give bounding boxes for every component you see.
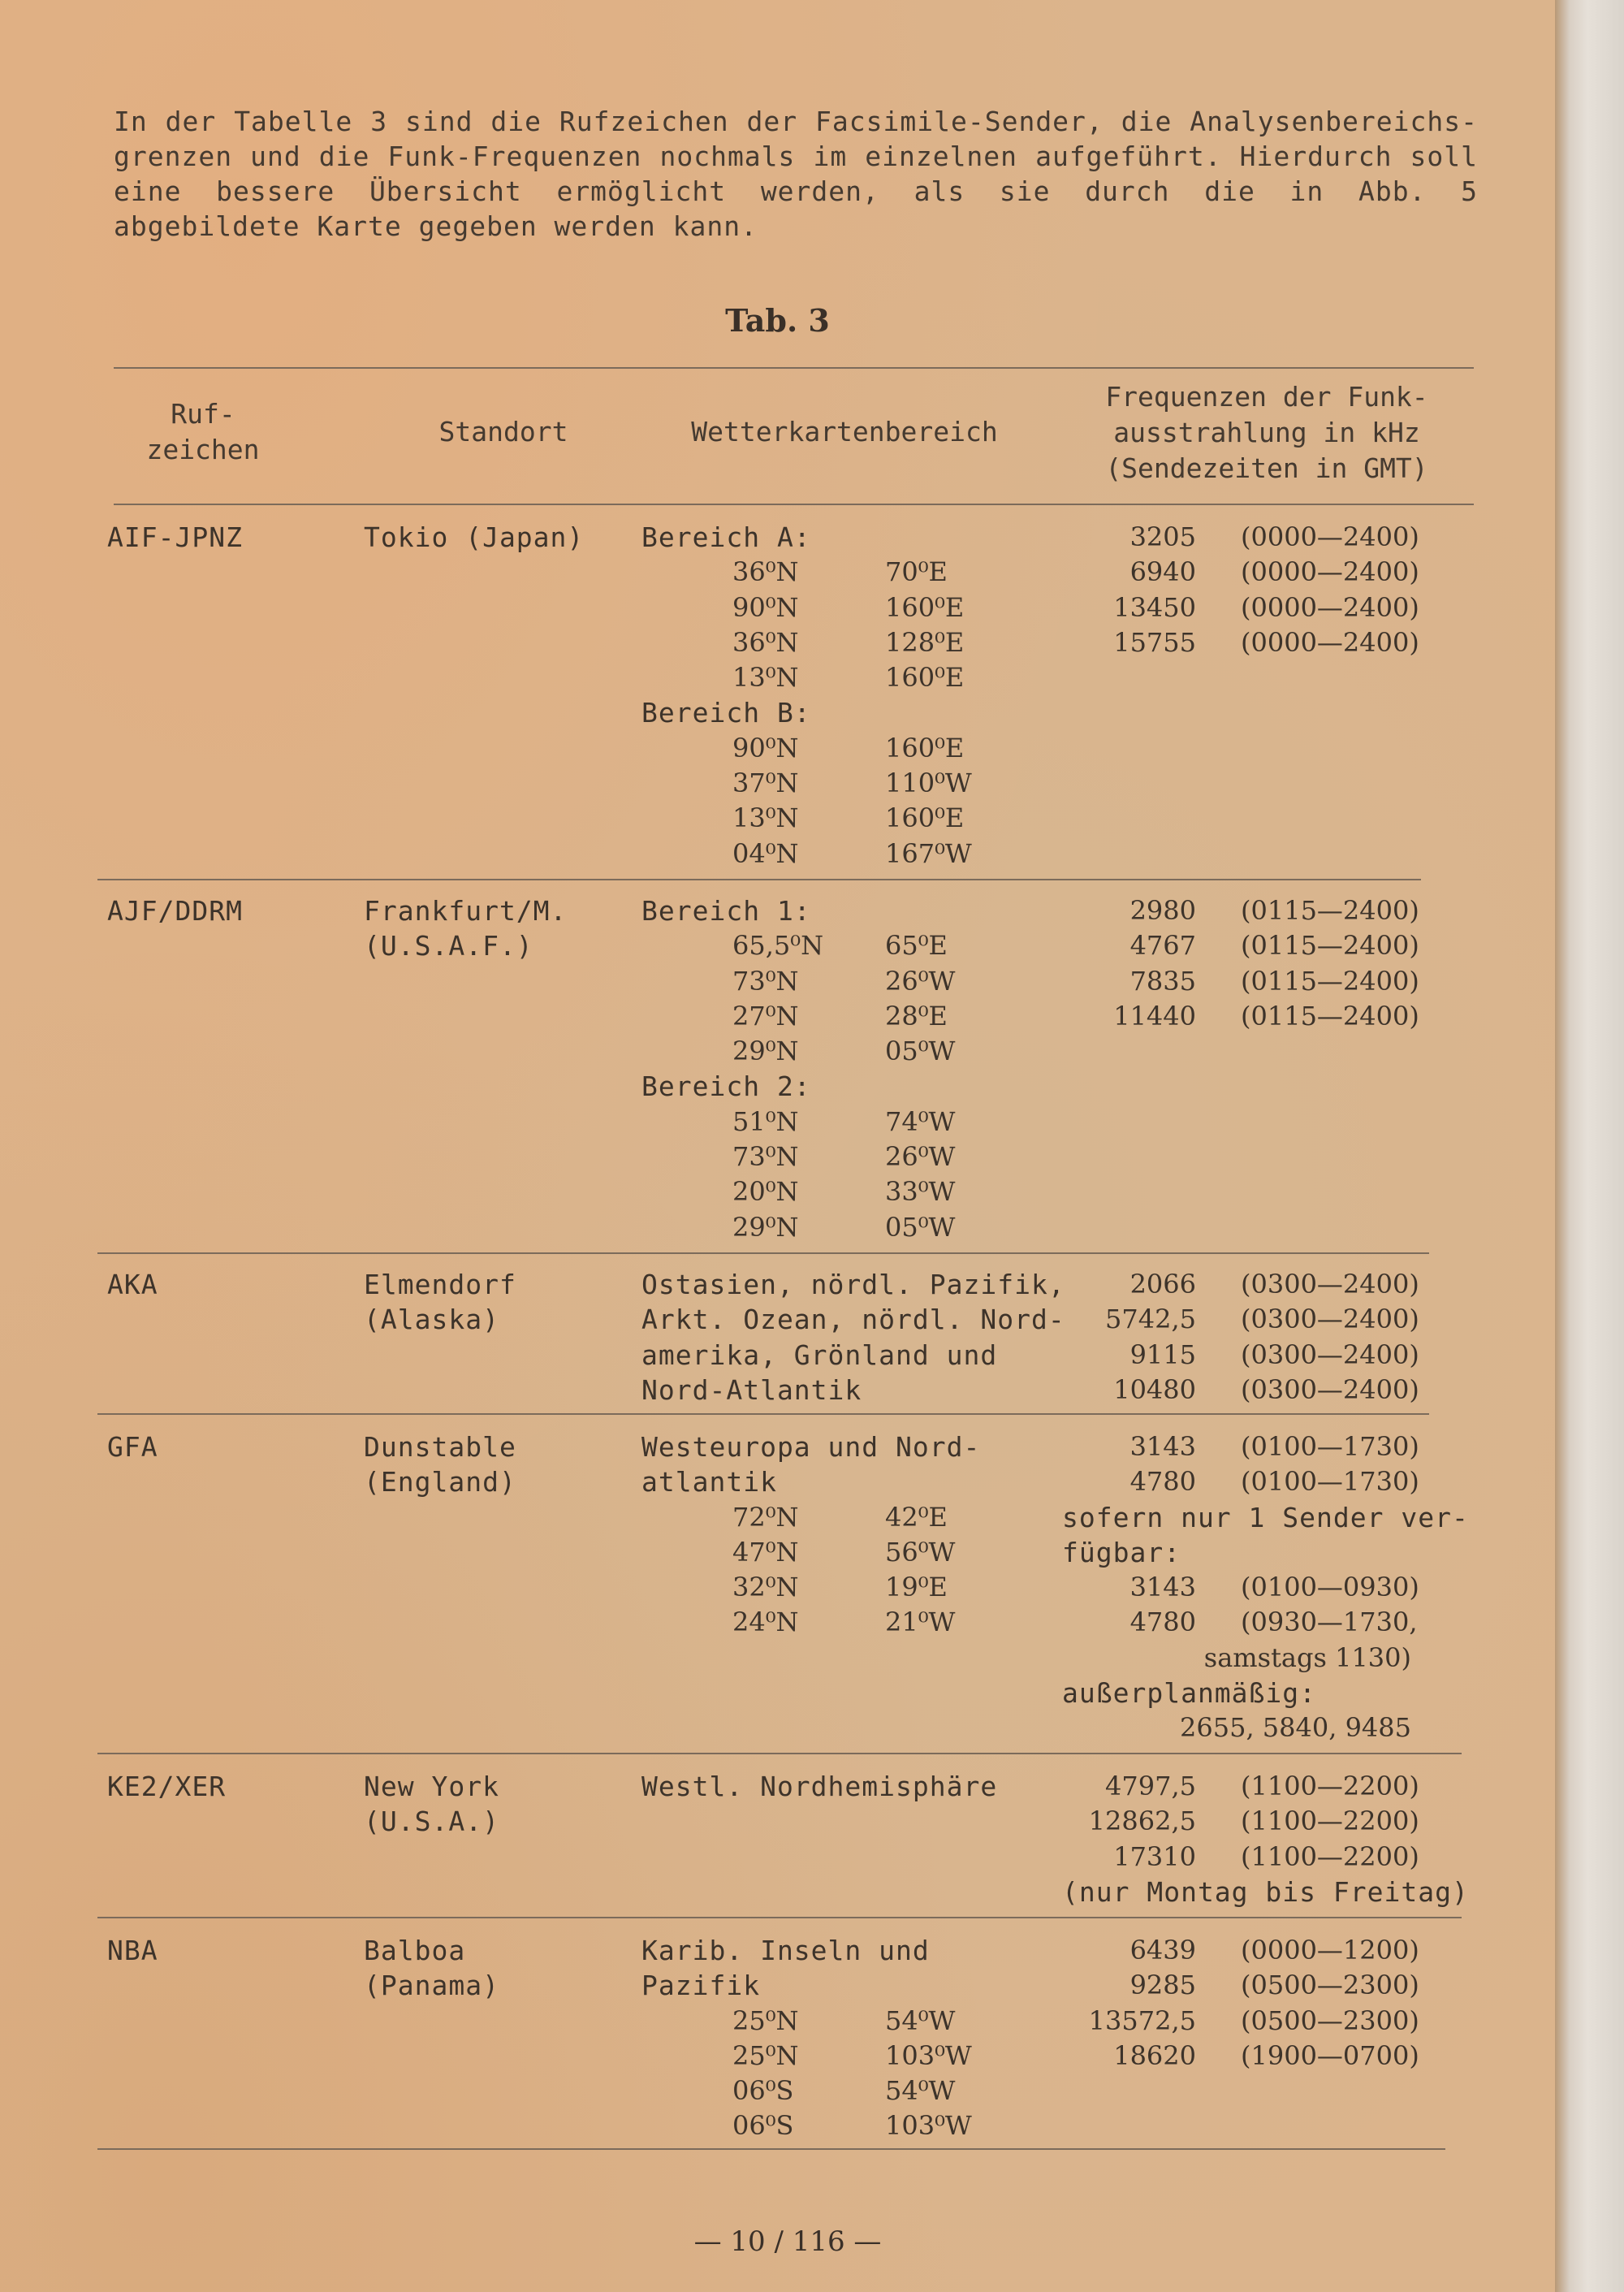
longitude: 74⁰W xyxy=(885,1105,956,1137)
frequency-entry xyxy=(1062,1968,1468,2003)
weather-map-area xyxy=(641,520,972,871)
intro-paragraph: In der Tabelle 3 sind die Rufzeichen der Facsimile-Sender, die Analysenbereichs-grenzen und die Funk-Frequenzen nochmals im einzelnen aufgeführt. Hierdurch soll eine bessere Übersicht ermöglicht werden, als sie durch die in Abb. 5 abgebildete Karte gegeben werden kann. xyxy=(114,106,1478,242)
call-sign: GFA xyxy=(107,1431,158,1463)
longitude: 54⁰W xyxy=(885,2004,956,2036)
frequency-khz: 4780 xyxy=(1129,1607,1196,1638)
header-rufzeichen-line2: zeichen xyxy=(146,434,260,465)
area-coordinate xyxy=(641,837,972,871)
latitude: 24⁰N xyxy=(732,1607,799,1638)
frequency-khz: 17310 xyxy=(1113,1840,1196,1872)
broadcast-time: (0500—2300) xyxy=(1241,2004,1419,2036)
broadcast-time: (0300—2400) xyxy=(1241,1338,1419,1370)
frequency-khz: 10480 xyxy=(1113,1373,1196,1405)
latitude: 29⁰N xyxy=(732,1036,799,1067)
frequency-khz: 18620 xyxy=(1113,2039,1196,2071)
broadcast-time: (0000—1200) xyxy=(1241,1935,1419,1965)
frequencies xyxy=(1062,1933,1468,2074)
row-separator xyxy=(97,1252,1429,1254)
page-edge xyxy=(1555,0,1624,2292)
area-coordinate xyxy=(641,2074,956,2108)
longitude: 05⁰W xyxy=(885,1211,956,1243)
broadcast-time: (0300—2400) xyxy=(1241,1304,1419,1335)
area-label: Karib. Inseln und xyxy=(641,1935,930,1966)
area-coordinate xyxy=(641,590,965,625)
latitude: 90⁰N xyxy=(732,591,799,623)
frequency-khz: 13450 xyxy=(1113,591,1196,623)
frequency-entry xyxy=(1062,1302,1468,1337)
longitude: 167⁰W xyxy=(885,837,972,869)
longitude: 05⁰W xyxy=(885,1036,956,1067)
broadcast-time: (0300—2400) xyxy=(1241,1373,1419,1405)
area-coordinate xyxy=(641,2108,972,2143)
location-line: New York xyxy=(364,1771,499,1802)
call-sign: NBA xyxy=(107,1935,158,1966)
area-coordinate xyxy=(641,1174,956,1209)
latitude: 13⁰N xyxy=(732,802,799,834)
frequency-entry xyxy=(1062,1769,1468,1804)
latitude: 06⁰S xyxy=(732,2075,794,2107)
area-coordinate xyxy=(641,766,972,801)
frequency-khz: 2980 xyxy=(1129,895,1196,926)
location-line: Elmendorf xyxy=(364,1269,516,1300)
area-coordinate xyxy=(641,1535,980,1570)
broadcast-time: (0000—2400) xyxy=(1241,521,1419,552)
page-number: — 10 / 116 — xyxy=(693,2225,882,2258)
latitude: 65,5⁰N xyxy=(732,930,824,962)
frequency-entry xyxy=(1062,1464,1468,1499)
frequency-entry xyxy=(1062,964,1468,999)
frequencies xyxy=(1062,520,1468,660)
frequency-note: samstags 1130) xyxy=(1203,1641,1411,1673)
frequency-entry xyxy=(1062,1605,1468,1640)
location xyxy=(364,1769,499,1840)
location-line: (U.S.A.F.) xyxy=(364,930,533,962)
location-line: Dunstable xyxy=(364,1431,516,1463)
frequency-note: fügbar: xyxy=(1062,1536,1181,1568)
frequency-khz: 3143 xyxy=(1129,1572,1196,1603)
frequency-khz: 5742,5 xyxy=(1105,1304,1196,1335)
area-coordinate xyxy=(641,731,965,766)
latitude: 25⁰N xyxy=(732,2039,799,2071)
frequency-entry xyxy=(1062,1840,1468,1875)
frequencies xyxy=(1062,1769,1468,1909)
area-label: Bereich 2: xyxy=(641,1070,811,1103)
location-line: (England) xyxy=(364,1466,516,1498)
latitude: 72⁰N xyxy=(732,1501,799,1533)
frequencies xyxy=(1062,1267,1468,1408)
latitude: 36⁰N xyxy=(732,556,799,588)
row-separator xyxy=(97,1413,1429,1415)
location-line: Frankfurt/M. xyxy=(364,895,568,927)
frequency-entry xyxy=(1062,555,1468,590)
longitude: 42⁰E xyxy=(885,1501,948,1533)
latitude: 51⁰N xyxy=(732,1105,799,1137)
table-title: Tab. 3 xyxy=(725,302,830,339)
header-wetterkartenbereich xyxy=(666,414,1023,450)
frequency-entry xyxy=(1062,893,1468,928)
frequency-entry xyxy=(1062,1429,1468,1464)
call-sign: KE2/XER xyxy=(107,1771,227,1802)
frequency-khz: 13572,5 xyxy=(1088,2004,1196,2036)
header-bottom-rule xyxy=(114,504,1474,505)
header-frequenzen xyxy=(1064,379,1470,487)
area-coordinate xyxy=(641,801,965,836)
area-coordinate xyxy=(641,1605,980,1640)
area-coordinate xyxy=(641,928,948,963)
longitude: 28⁰E xyxy=(885,1000,948,1031)
frequency-entry xyxy=(1062,1570,1468,1605)
header-rufzeichen xyxy=(122,396,284,468)
longitude: 160⁰E xyxy=(885,802,965,834)
area-coordinate xyxy=(641,1034,956,1069)
weather-map-area xyxy=(641,893,956,1245)
latitude: 27⁰N xyxy=(732,1000,799,1031)
header-top-rule xyxy=(114,367,1474,369)
area-coordinate xyxy=(641,1140,956,1174)
area-coordinate xyxy=(641,1210,956,1245)
frequency-entry xyxy=(1062,928,1468,963)
frequency-khz: 4797,5 xyxy=(1105,1771,1196,1801)
area-label: Arkt. Ozean, nördl. Nord- xyxy=(641,1304,1065,1336)
longitude: 160⁰E xyxy=(885,732,965,763)
area-label: Westeuropa und Nord- xyxy=(641,1431,981,1463)
broadcast-time: (0100—1730) xyxy=(1241,1431,1419,1462)
frequency-note: außerplanmäßig: xyxy=(1062,1677,1317,1710)
latitude: 29⁰N xyxy=(732,1211,799,1243)
area-label: Pazifik xyxy=(641,1970,761,2002)
call-sign: AJF/DDRM xyxy=(107,895,243,927)
latitude: 37⁰N xyxy=(732,768,799,799)
frequency-entry xyxy=(1062,1933,1468,1968)
header-rufzeichen-line1: Ruf- xyxy=(171,398,235,430)
broadcast-time: (0930—1730, xyxy=(1241,1607,1418,1638)
frequency-entry xyxy=(1062,1267,1468,1302)
location-line: (Panama) xyxy=(364,1970,499,2002)
longitude: 103⁰W xyxy=(885,2110,972,2142)
frequency-entry xyxy=(1062,625,1468,660)
frequency-khz: 9285 xyxy=(1129,1970,1196,2001)
table-bottom-rule xyxy=(97,2148,1445,2150)
frequency-khz: 9115 xyxy=(1129,1338,1196,1370)
area-coordinate xyxy=(641,2004,956,2039)
broadcast-time: (1100—2200) xyxy=(1241,1771,1419,1801)
area-label: Westl. Nordhemisphäre xyxy=(641,1771,998,1802)
longitude: 110⁰W xyxy=(885,768,972,799)
row-separator xyxy=(97,1753,1462,1754)
frequency-khz: 3143 xyxy=(1129,1431,1196,1462)
broadcast-time: (0115—2400) xyxy=(1241,965,1419,997)
longitude: 19⁰E xyxy=(885,1572,948,1603)
broadcast-time: (0100—0930) xyxy=(1241,1572,1419,1603)
latitude: 36⁰N xyxy=(732,626,799,658)
frequency-khz: 4780 xyxy=(1129,1466,1196,1498)
area-label: Nord-Atlantik xyxy=(641,1373,862,1406)
area-coordinate xyxy=(641,660,965,695)
longitude: 160⁰E xyxy=(885,662,965,694)
broadcast-time: (0000—2400) xyxy=(1241,591,1419,623)
frequency-khz: 12862,5 xyxy=(1088,1805,1196,1837)
area-coordinate xyxy=(641,555,948,590)
area-coordinate xyxy=(641,964,956,999)
broadcast-time: (0115—2400) xyxy=(1241,930,1419,962)
longitude: 65⁰E xyxy=(885,930,948,962)
frequency-khz: 15755 xyxy=(1113,626,1196,658)
longitude: 70⁰E xyxy=(885,556,948,588)
broadcast-time: (0500—2300) xyxy=(1241,1970,1419,2001)
area-coordinate xyxy=(641,1105,956,1140)
frequency-note: sofern nur 1 Sender ver- xyxy=(1062,1501,1469,1533)
header-frequenzen-line3: (Sendezeiten in GMT) xyxy=(1105,452,1428,484)
latitude: 04⁰N xyxy=(732,837,799,869)
frequency-khz: 6940 xyxy=(1129,556,1196,588)
frequency-entry xyxy=(1062,2004,1468,2039)
frequency-note: 2655, 5840, 9485 xyxy=(1180,1712,1411,1744)
broadcast-time: (0300—2400) xyxy=(1241,1269,1419,1300)
broadcast-time: (0100—1730) xyxy=(1241,1466,1419,1498)
location-line: Balboa xyxy=(364,1935,466,1966)
area-coordinate xyxy=(641,1570,980,1605)
frequency-entry xyxy=(1062,1338,1468,1373)
longitude: 54⁰W xyxy=(885,2075,956,2107)
location xyxy=(364,1933,499,2004)
longitude: 26⁰W xyxy=(885,965,956,997)
call-sign: AIF-JPNZ xyxy=(107,521,243,553)
area-coordinate xyxy=(641,2039,972,2074)
area-label: Bereich 1: xyxy=(641,895,811,927)
header-frequenzen-line1: Frequenzen der Funk- xyxy=(1105,381,1428,413)
frequency-khz: 11440 xyxy=(1113,1000,1196,1031)
frequency-entry xyxy=(1062,2039,1468,2074)
area-label: atlantik xyxy=(641,1466,777,1498)
location xyxy=(364,893,567,964)
header-standort-label: Standort xyxy=(438,416,568,448)
frequency-entry xyxy=(1062,590,1468,625)
latitude: 90⁰N xyxy=(732,732,799,763)
header-frequenzen-line2: ausstrahlung in kHz xyxy=(1113,417,1420,448)
weather-map-area xyxy=(641,1429,980,1641)
broadcast-time: (0115—2400) xyxy=(1241,1000,1419,1031)
broadcast-time: (0000—2400) xyxy=(1241,626,1419,658)
latitude: 20⁰N xyxy=(732,1176,799,1208)
broadcast-time: (0115—2400) xyxy=(1241,895,1419,926)
longitude: 128⁰E xyxy=(885,626,965,658)
weather-map-area xyxy=(641,1769,997,1804)
frequency-khz: 3205 xyxy=(1129,521,1196,552)
location xyxy=(364,520,584,555)
weather-map-area xyxy=(641,1267,1065,1408)
row-separator xyxy=(97,1917,1462,1918)
longitude: 56⁰W xyxy=(885,1536,956,1568)
location-line: (Alaska) xyxy=(364,1304,499,1336)
latitude: 47⁰N xyxy=(732,1536,799,1568)
longitude: 21⁰W xyxy=(885,1607,956,1638)
area-coordinate xyxy=(641,999,948,1034)
broadcast-time: (1100—2200) xyxy=(1241,1840,1419,1872)
frequency-khz: 2066 xyxy=(1129,1269,1196,1300)
latitude: 25⁰N xyxy=(732,2004,799,2036)
row-separator xyxy=(97,879,1421,880)
location-line: Tokio (Japan) xyxy=(364,521,585,553)
frequency-khz: 7835 xyxy=(1129,965,1196,997)
longitude: 103⁰W xyxy=(885,2039,972,2071)
area-coordinate xyxy=(641,1500,980,1535)
location-line: (U.S.A.) xyxy=(364,1805,499,1838)
broadcast-time: (1900—0700) xyxy=(1241,2039,1419,2071)
area-label: Bereich B: xyxy=(641,697,811,729)
latitude: 73⁰N xyxy=(732,1141,799,1173)
call-sign: AKA xyxy=(107,1269,158,1300)
location xyxy=(364,1267,516,1338)
frequency-entry xyxy=(1062,999,1468,1034)
frequencies xyxy=(1062,1429,1468,1746)
area-label: Ostasien, nördl. Pazifik, xyxy=(641,1269,1065,1300)
latitude: 13⁰N xyxy=(732,662,799,694)
longitude: 26⁰W xyxy=(885,1141,956,1173)
longitude: 160⁰E xyxy=(885,591,965,623)
location xyxy=(364,1429,516,1500)
longitude: 33⁰W xyxy=(885,1176,956,1208)
header-wetterkartenbereich-label: Wetterkartenbereich xyxy=(691,416,998,448)
frequency-entry xyxy=(1062,1804,1468,1839)
frequency-khz: 6439 xyxy=(1129,1935,1196,1965)
broadcast-time: (1100—2200) xyxy=(1241,1805,1419,1837)
area-label: amerika, Grönland und xyxy=(641,1338,998,1371)
frequency-entry xyxy=(1062,1373,1468,1408)
frequency-entry xyxy=(1062,520,1468,555)
frequencies xyxy=(1062,893,1468,1034)
latitude: 06⁰S xyxy=(732,2110,794,2142)
header-standort xyxy=(398,414,609,450)
frequency-note: (nur Montag bis Freitag) xyxy=(1062,1875,1469,1908)
weather-map-area xyxy=(641,1933,972,2144)
latitude: 73⁰N xyxy=(732,965,799,997)
latitude: 32⁰N xyxy=(732,1572,799,1603)
broadcast-time: (0000—2400) xyxy=(1241,556,1419,588)
frequency-khz: 4767 xyxy=(1129,930,1196,962)
area-coordinate xyxy=(641,625,965,660)
area-label: Bereich A: xyxy=(641,521,811,553)
